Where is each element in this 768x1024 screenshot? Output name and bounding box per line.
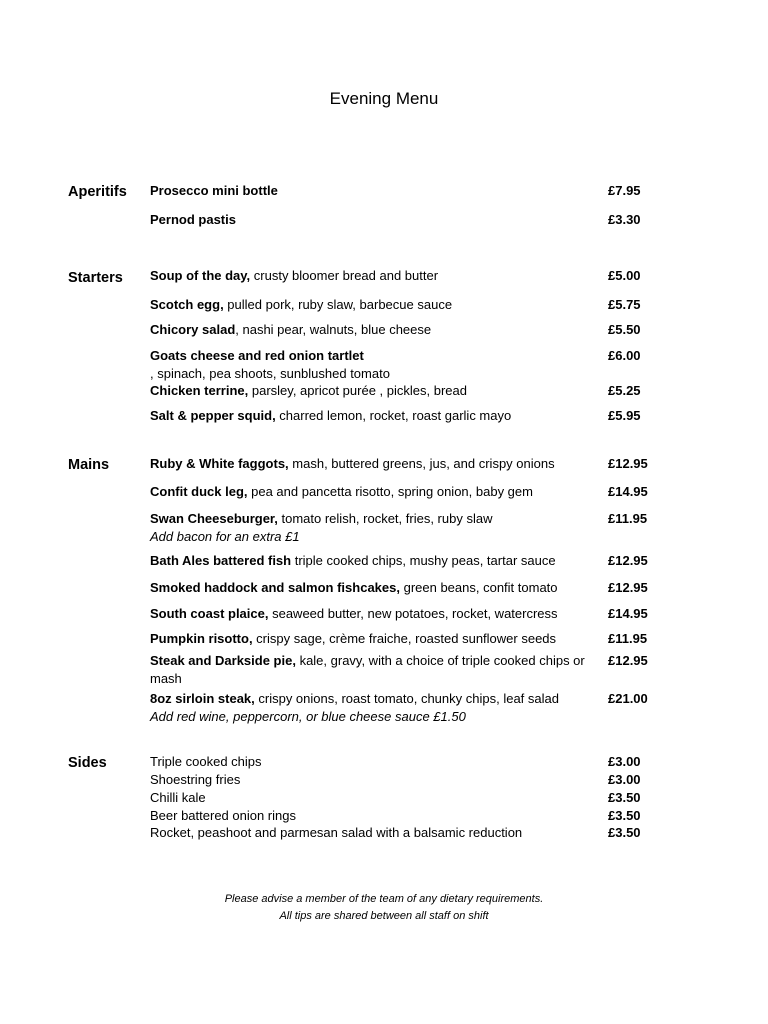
item-price: £12.95 bbox=[608, 653, 648, 668]
item-price: £6.00 bbox=[608, 348, 641, 363]
item-description: charred lemon, rocket, roast garlic mayo bbox=[275, 408, 512, 423]
item-price: £3.00 bbox=[608, 754, 641, 769]
item-description: crispy sage, crème fraiche, roasted sunflower seeds bbox=[252, 631, 557, 646]
item-description: parsley, apricot purée , pickles, bread bbox=[248, 383, 467, 398]
item-name: Bath Ales battered fish bbox=[150, 553, 292, 568]
item-price: £3.50 bbox=[608, 790, 641, 805]
item-name: Pumpkin risotto, bbox=[150, 631, 253, 646]
item-description: , nashi pear, walnuts, blue cheese bbox=[235, 322, 432, 337]
item-description: Rocket, peashoot and parmesan salad with a balsamic reduction bbox=[150, 825, 523, 840]
item-description: green beans, confit tomato bbox=[399, 580, 558, 595]
item-price: £5.00 bbox=[608, 268, 641, 283]
item-description: Chilli kale bbox=[150, 790, 206, 805]
item-price: £11.95 bbox=[608, 631, 648, 646]
item-name: Ruby & White faggots, bbox=[150, 456, 289, 471]
item-note: Add red wine, peppercorn, or blue cheese sauce £1.50 bbox=[150, 709, 466, 724]
section-heading-aperitifs: Aperitifs bbox=[68, 184, 127, 200]
section-heading-sides: Sides bbox=[68, 755, 107, 771]
item-name: Chicken terrine, bbox=[150, 383, 249, 398]
item-price: £5.25 bbox=[608, 383, 641, 398]
item-price: £5.75 bbox=[608, 297, 641, 312]
item-price: £12.95 bbox=[608, 580, 648, 595]
item-description: kale, gravy, with a choice of triple cooked chips or mash bbox=[150, 653, 585, 686]
item-name: Smoked haddock and salmon fishcakes, bbox=[150, 580, 400, 595]
item-name: Swan Cheeseburger, bbox=[150, 511, 278, 526]
item-price: £14.95 bbox=[608, 484, 648, 499]
item-price: £21.00 bbox=[608, 691, 648, 706]
dietary-note: Please advise a member of the team of any dietary requirements. bbox=[224, 893, 544, 905]
item-description: Triple cooked chips bbox=[150, 754, 262, 769]
item-price: £12.95 bbox=[608, 553, 648, 568]
item-description: seaweed butter, new potatoes, rocket, watercress bbox=[268, 606, 558, 621]
item-price: £12.95 bbox=[608, 456, 648, 471]
item-description: , spinach, pea shoots, sunblushed tomato bbox=[150, 366, 390, 381]
item-description: pulled pork, ruby slaw, barbecue sauce bbox=[223, 297, 453, 312]
item-description: pea and pancetta risotto, spring onion, baby gem bbox=[247, 484, 533, 499]
item-name: Goats cheese and red onion tartlet bbox=[150, 348, 364, 363]
item-name: Confit duck leg, bbox=[150, 484, 248, 499]
item-price: £7.95 bbox=[608, 183, 641, 198]
item-name: 8oz sirloin steak, bbox=[150, 691, 255, 706]
item-price: £3.50 bbox=[608, 808, 641, 823]
item-price: £3.30 bbox=[608, 212, 641, 227]
item-name: South coast plaice, bbox=[150, 606, 269, 621]
item-price: £5.95 bbox=[608, 408, 641, 423]
item-price: £14.95 bbox=[608, 606, 648, 621]
section-heading-mains: Mains bbox=[68, 457, 110, 473]
item-name: Steak and Darkside pie, bbox=[150, 653, 296, 668]
item-name: Soup of the day, bbox=[150, 268, 251, 283]
item-name: Pernod pastis bbox=[150, 212, 236, 227]
section-heading-starters: Starters bbox=[68, 270, 123, 286]
item-price: £5.50 bbox=[608, 322, 641, 337]
item-description: crispy onions, roast tomato, chunky chips, leaf salad bbox=[254, 691, 559, 706]
item-description: Shoestring fries bbox=[150, 772, 241, 787]
item-name: Scotch egg, bbox=[150, 297, 224, 312]
item-description: Beer battered onion rings bbox=[150, 808, 296, 823]
page-title: Evening Menu bbox=[329, 89, 439, 108]
item-name: Chicory salad bbox=[150, 322, 236, 337]
item-name: Prosecco mini bottle bbox=[150, 183, 278, 198]
item-description: triple cooked chips, mushy peas, tartar sauce bbox=[291, 553, 556, 568]
item-note: Add bacon for an extra £1 bbox=[150, 529, 300, 544]
item-description: mash, buttered greens, jus, and crispy onions bbox=[288, 456, 555, 471]
item-price: £11.95 bbox=[608, 511, 648, 526]
item-price: £3.50 bbox=[608, 825, 641, 840]
item-price: £3.00 bbox=[608, 772, 641, 787]
tips-note: All tips are shared between all staff on shift bbox=[279, 910, 489, 922]
item-description: tomato relish, rocket, fries, ruby slaw bbox=[277, 511, 493, 526]
item-description: crusty bloomer bread and butter bbox=[250, 268, 439, 283]
item-name: Salt & pepper squid, bbox=[150, 408, 276, 423]
